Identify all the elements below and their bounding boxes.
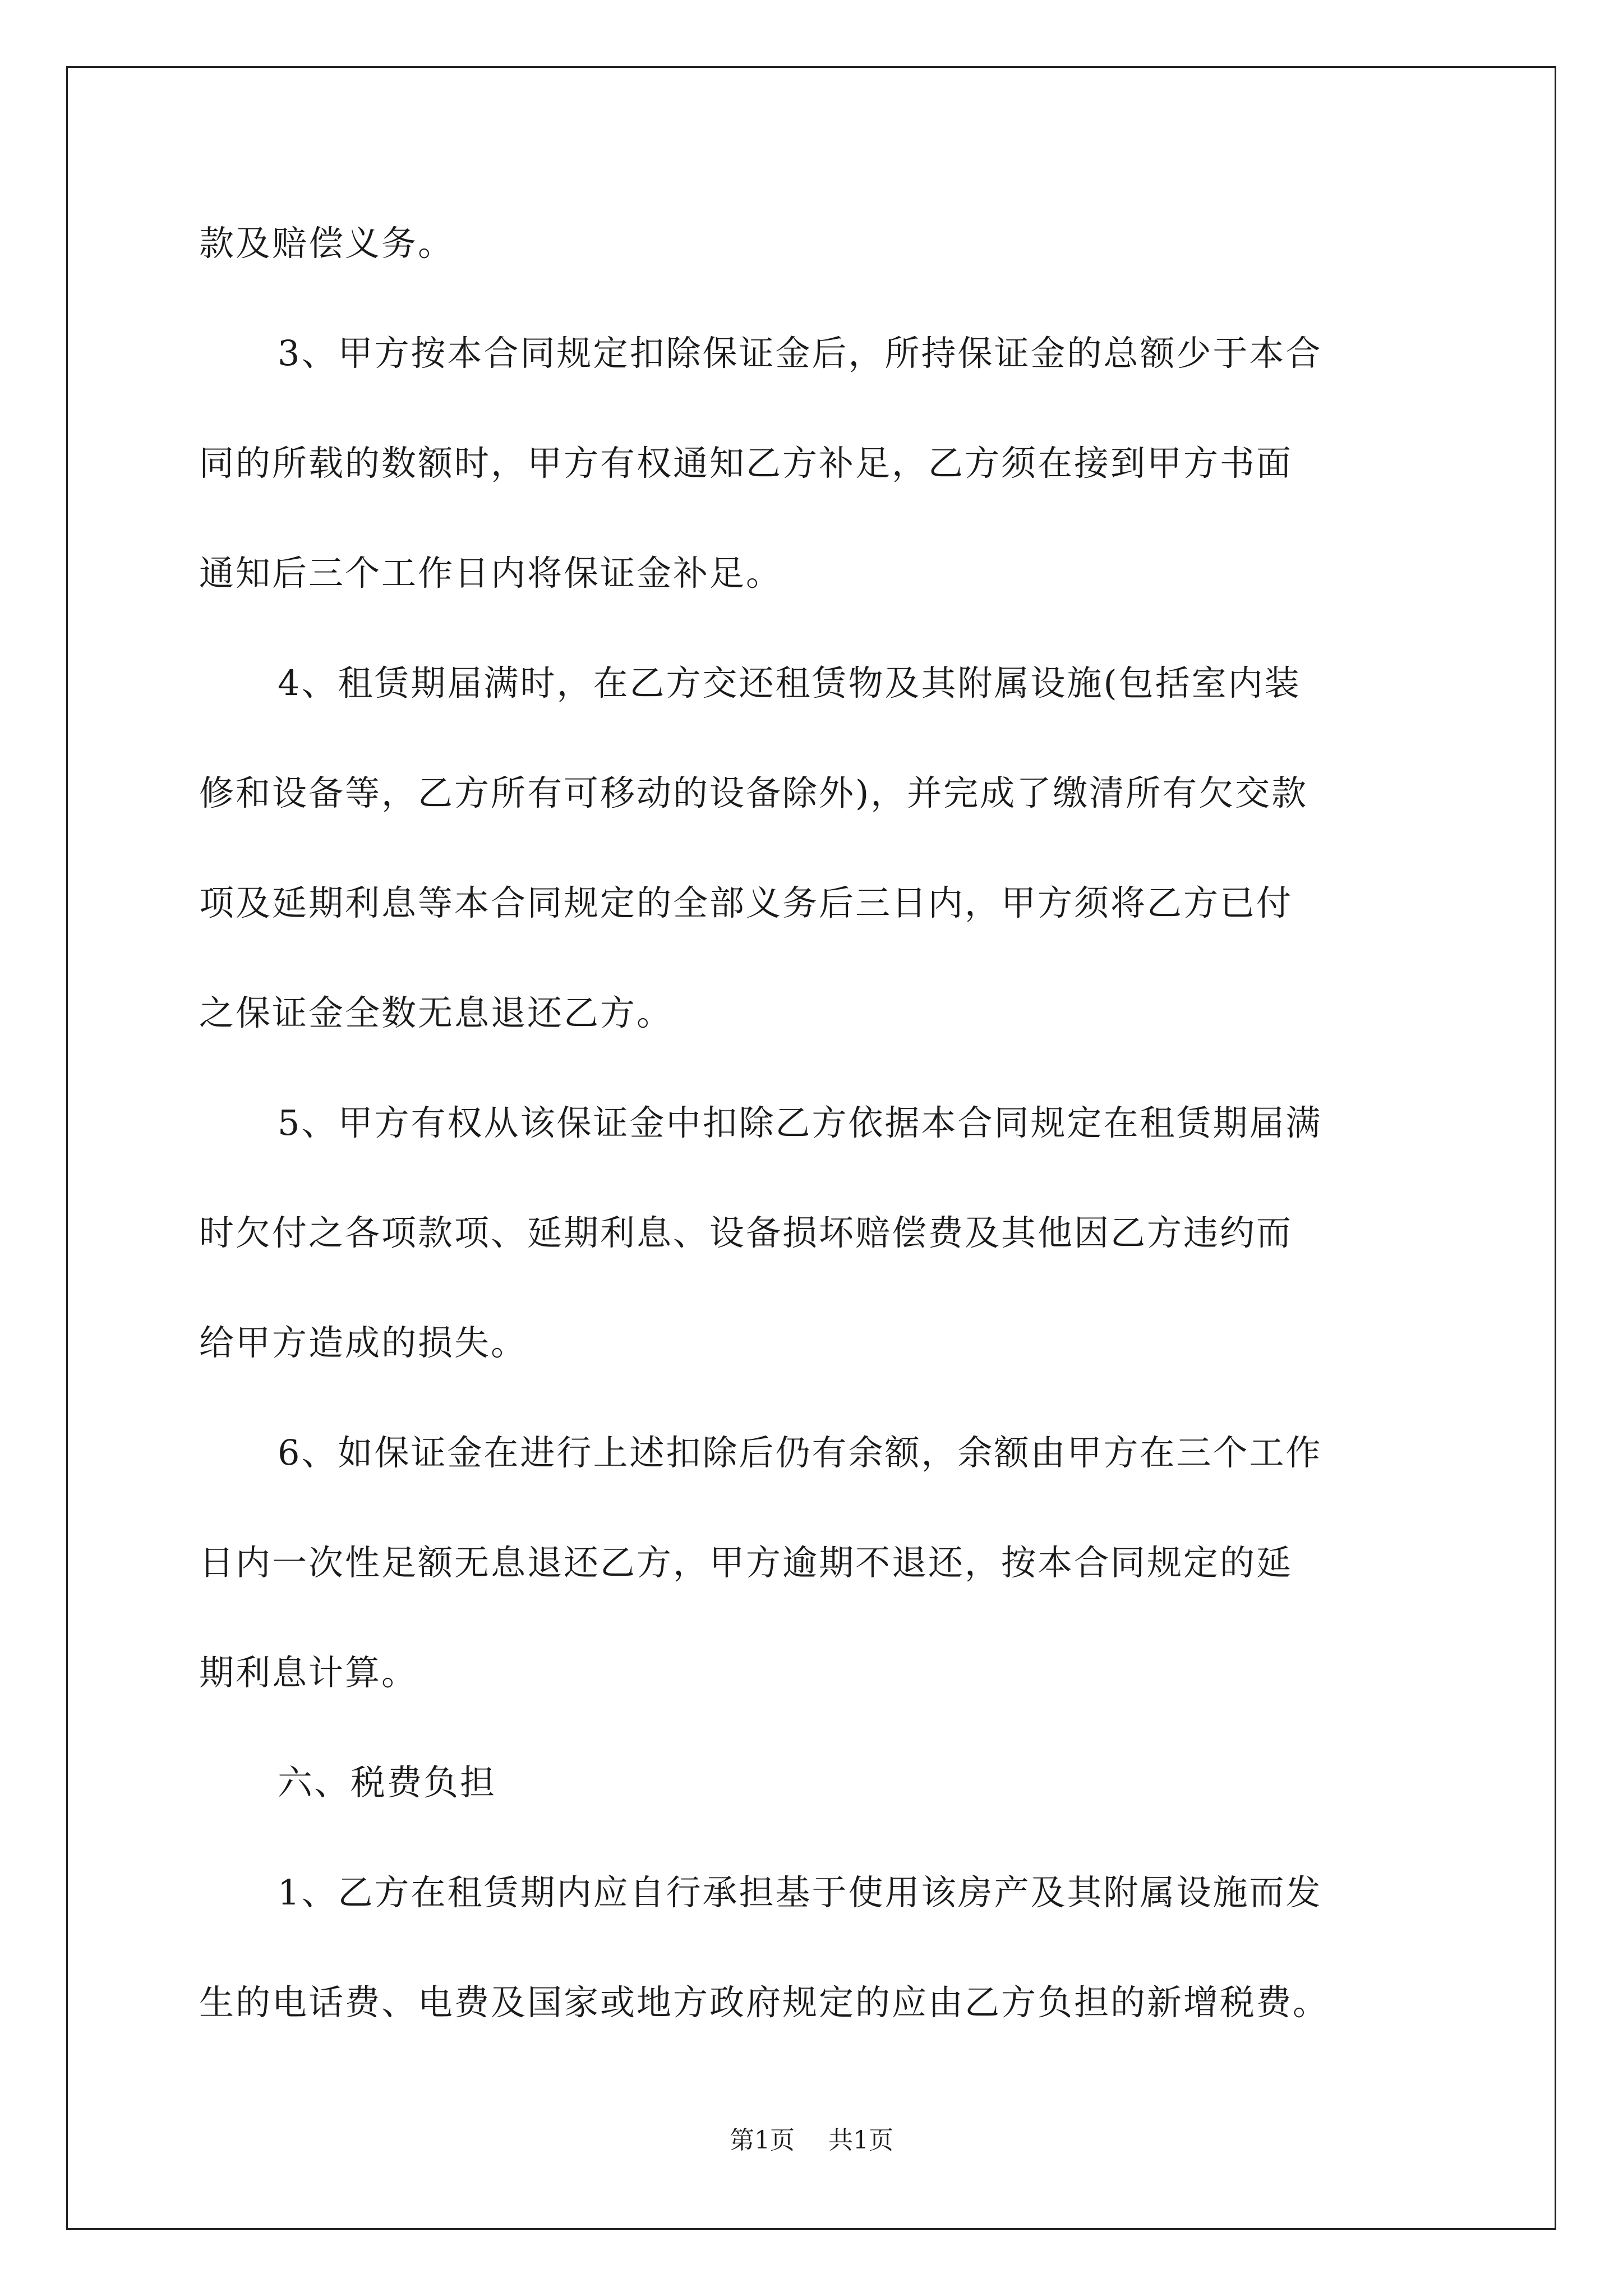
text-line: 通知后三个工作日内将保证金补足。 <box>199 553 783 593</box>
text-line: 项及延期利息等本合同规定的全部义务后三日内，甲方须将乙方已付 <box>199 882 1293 923</box>
document-body <box>199 209 1422 2078</box>
text-line: 4、租赁期届满时，在乙方交还租赁物及其附属设施(包括室内装 <box>278 662 1301 703</box>
text-line: 生的电话费、电费及国家或地方政府规定的应由乙方负担的新增税费。 <box>199 1982 1330 2023</box>
text-line: 日内一次性足额无息退还乙方，甲方逾期不退还，按本合同规定的延 <box>199 1542 1293 1583</box>
text-line: 时欠付之各项款项、延期利息、设备损坏赔偿费及其他因乙方违约而 <box>199 1212 1293 1253</box>
page-number-total: 共1页 <box>828 2126 893 2155</box>
page-footer <box>0 2124 1623 2157</box>
text-line: 3、甲方按本合同规定扣除保证金后，所持保证金的总额少于本合 <box>278 333 1322 374</box>
text-line: 1、乙方在租赁期内应自行承担基于使用该房产及其附属设施而发 <box>278 1872 1322 1913</box>
text-line: 之保证金全数无息退还乙方。 <box>199 992 674 1033</box>
text-line: 6、如保证金在进行上述扣除后仍有余额，余额由甲方在三个工作 <box>278 1432 1322 1473</box>
text-line: 款及赔偿义务。 <box>199 223 455 264</box>
text-line: 修和设备等，乙方所有可移动的设备除外)，并完成了缴清所有欠交款 <box>199 772 1308 813</box>
page-number-current: 第1页 <box>730 2126 795 2155</box>
text-line: 期利息计算。 <box>199 1652 418 1693</box>
text-line: 给甲方造成的损失。 <box>199 1322 528 1363</box>
section-heading: 六、税费负担 <box>278 1762 497 1803</box>
text-line: 同的所载的数额时，甲方有权通知乙方补足，乙方须在接到甲方书面 <box>199 443 1293 484</box>
text-line: 5、甲方有权从该保证金中扣除乙方依据本合同规定在租赁期届满 <box>278 1102 1322 1143</box>
